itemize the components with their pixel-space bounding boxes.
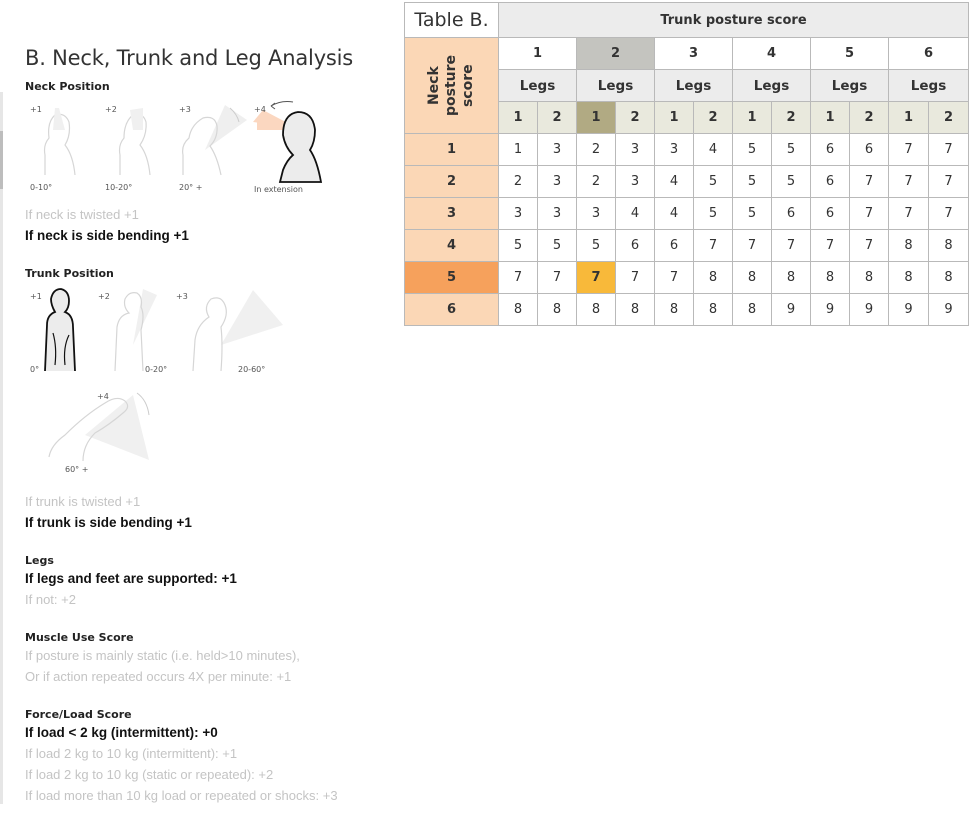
trunk-angle-3: 20-60° (238, 365, 266, 374)
neck-angle-2: 10-20° (105, 183, 133, 192)
score-cell: 7 (889, 134, 929, 166)
score-cell: 8 (694, 262, 733, 294)
trunk-score-3: +3 (176, 292, 188, 301)
legs-not-supported-option[interactable]: If not: +2 (25, 592, 76, 607)
legs-label: Legs (889, 70, 969, 102)
score-cell: 9 (929, 294, 969, 326)
score-cell: 8 (538, 294, 577, 326)
neck-heading: Neck Position (25, 80, 110, 93)
score-cell: 8 (577, 294, 616, 326)
legs-label: Legs (499, 70, 577, 102)
score-cell: 4 (694, 134, 733, 166)
score-cell: 9 (811, 294, 850, 326)
legs-supported-option[interactable]: If legs and feet are supported: +1 (25, 571, 237, 586)
score-cell: 6 (772, 198, 811, 230)
score-cell: 8 (772, 262, 811, 294)
legs-label: Legs (655, 70, 733, 102)
score-cell: 7 (929, 198, 969, 230)
section-title: B. Neck, Trunk and Leg Analysis (25, 46, 354, 70)
score-cell: 2 (499, 166, 538, 198)
score-cell: 7 (850, 230, 889, 262)
neck-score-row[interactable]: 3 (405, 198, 499, 230)
table-body (405, 134, 969, 326)
neck-figure-3 (183, 105, 247, 175)
trunk-twisted-option[interactable]: If trunk is twisted +1 (25, 494, 141, 509)
trunk-score-col-4[interactable]: 4 (733, 38, 811, 70)
score-cell: 4 (655, 198, 694, 230)
leg-score[interactable]: 1 (811, 102, 850, 134)
trunk-score-1: +1 (30, 292, 42, 301)
leg-score[interactable]: 2 (616, 102, 655, 134)
left-edge-marker (0, 131, 3, 189)
leg-score[interactable]: 1 (889, 102, 929, 134)
neck-figure-2 (120, 108, 151, 175)
score-cell: 3 (616, 166, 655, 198)
score-cell: 2 (577, 166, 616, 198)
table-row (405, 134, 969, 166)
trunk-header: Trunk posture score (499, 3, 969, 38)
table-row (405, 294, 969, 326)
neck-score-1: +1 (30, 105, 42, 114)
score-cell: 7 (850, 198, 889, 230)
force-option-0[interactable]: If load < 2 kg (intermittent): +0 (25, 725, 218, 740)
score-cell: 5 (577, 230, 616, 262)
score-cell: 8 (889, 262, 929, 294)
score-cell: 5 (733, 134, 772, 166)
score-cell: 8 (889, 230, 929, 262)
trunk-figure-4 (49, 393, 149, 461)
leg-score[interactable]: 2 (538, 102, 577, 134)
score-cell: 8 (733, 262, 772, 294)
legs-heading: Legs (25, 554, 54, 567)
trunk-score-2: +2 (98, 292, 110, 301)
score-cell: 8 (499, 294, 538, 326)
trunk-figure-1 (45, 289, 75, 371)
trunk-figure-2 (115, 289, 157, 371)
score-cell: 6 (811, 134, 850, 166)
leg-score[interactable]: 2 (929, 102, 969, 134)
score-cell: 9 (772, 294, 811, 326)
score-cell: 6 (811, 198, 850, 230)
leg-score[interactable]: 1 (655, 102, 694, 134)
muscle-heading: Muscle Use Score (25, 631, 134, 644)
score-cell: 3 (655, 134, 694, 166)
leg-score[interactable]: 1 (499, 102, 538, 134)
score-cell: 6 (811, 166, 850, 198)
score-cell: 5 (772, 166, 811, 198)
neck-score-row[interactable]: 1 (405, 134, 499, 166)
neck-figures (25, 100, 335, 195)
score-cell: 3 (538, 198, 577, 230)
score-cell: 5 (499, 230, 538, 262)
trunk-figures (25, 285, 305, 480)
score-cell: 5 (694, 166, 733, 198)
neck-score-row[interactable]: 2 (405, 166, 499, 198)
score-cell: 5 (694, 198, 733, 230)
score-cell: 5 (772, 134, 811, 166)
neck-angle-1: 0-10° (30, 183, 53, 192)
score-cell: 5 (733, 166, 772, 198)
score-cell: 7 (811, 230, 850, 262)
score-cell: 8 (929, 230, 969, 262)
score-cell: 7 (850, 166, 889, 198)
neck-score-row[interactable]: 6 (405, 294, 499, 326)
table-row (405, 230, 969, 262)
neck-twisted-option[interactable]: If neck is twisted +1 (25, 207, 139, 222)
leg-score[interactable]: 2 (772, 102, 811, 134)
score-cell: 5 (538, 230, 577, 262)
score-cell: 6 (850, 134, 889, 166)
trunk-angle-4: 60° + (65, 465, 89, 474)
score-cell: 4 (655, 166, 694, 198)
trunk-angle-2: 0-20° (145, 365, 168, 374)
score-cell: 8 (616, 294, 655, 326)
legs-label: Legs (733, 70, 811, 102)
score-cell: 3 (499, 198, 538, 230)
neck-angle-4: In extension (254, 185, 303, 194)
neck-score-4: +4 (254, 105, 266, 114)
score-cell: 7 (499, 262, 538, 294)
neck-score-row[interactable]: 4 (405, 230, 499, 262)
score-cell: 2 (577, 134, 616, 166)
leg-score[interactable]: 2 (850, 102, 889, 134)
trunk-figure-3 (193, 290, 283, 371)
score-cell: 3 (538, 166, 577, 198)
neck-header-line3: score (460, 64, 476, 107)
trunk-side-bending-option[interactable]: If trunk is side bending +1 (25, 515, 192, 530)
score-cell: 8 (929, 262, 969, 294)
neck-side-bending-option[interactable]: If neck is side bending +1 (25, 228, 189, 243)
table-b (404, 2, 969, 326)
neck-figure-1 (45, 108, 76, 175)
score-cell: 7 (616, 262, 655, 294)
trunk-score-col-1[interactable]: 1 (499, 38, 577, 70)
trunk-angle-1: 0° (30, 365, 40, 374)
trunk-score-col-3[interactable]: 3 (655, 38, 733, 70)
muscle-repeated-option[interactable]: Or if action repeated occurs 4X per minute: +1 (25, 669, 292, 684)
neck-score-3: +3 (179, 105, 191, 114)
score-cell: 3 (577, 198, 616, 230)
neck-header (405, 38, 499, 134)
trunk-heading: Trunk Position (25, 267, 114, 280)
score-cell: 3 (616, 134, 655, 166)
score-cell: 8 (811, 262, 850, 294)
score-cell: 7 (929, 134, 969, 166)
score-cell: 1 (499, 134, 538, 166)
left-edge-bar (0, 92, 3, 804)
score-cell: 6 (616, 230, 655, 262)
score-cell: 7 (889, 166, 929, 198)
trunk-score-col-6[interactable]: 6 (889, 38, 969, 70)
force-option-2[interactable]: If load 2 kg to 10 kg (static or repeated): +2 (25, 767, 274, 782)
neck-score-2: +2 (105, 105, 117, 114)
neck-angle-3: 20° + (179, 183, 203, 192)
trunk-score-col-2[interactable]: 2 (577, 38, 655, 70)
score-cell: 5 (733, 198, 772, 230)
table-title: Table B. (405, 3, 499, 38)
score-cell: 8 (733, 294, 772, 326)
score-cell: 7 (694, 230, 733, 262)
score-cell: 9 (889, 294, 929, 326)
table-row (405, 198, 969, 230)
score-cell: 7 (733, 230, 772, 262)
score-cell: 3 (538, 134, 577, 166)
score-cell: 9 (850, 294, 889, 326)
trunk-score-4: +4 (97, 392, 109, 401)
table-row (405, 262, 969, 294)
leg-score[interactable]: 2 (694, 102, 733, 134)
score-cell: 7 (772, 230, 811, 262)
force-heading: Force/Load Score (25, 708, 132, 721)
muscle-static-option[interactable]: If posture is mainly static (i.e. held>10 minutes), (25, 648, 300, 663)
score-cell-selected: 7 (577, 262, 616, 294)
legs-label: Legs (577, 70, 655, 102)
table-row (405, 166, 969, 198)
score-cell: 8 (694, 294, 733, 326)
score-cell: 8 (655, 294, 694, 326)
score-cell: 7 (655, 262, 694, 294)
force-option-3[interactable]: If load more than 10 kg load or repeated or shocks: +3 (25, 788, 338, 803)
trunk-score-col-5[interactable]: 5 (811, 38, 889, 70)
neck-score-row-selected[interactable]: 5 (405, 262, 499, 294)
score-cell: 7 (929, 166, 969, 198)
score-cell: 4 (616, 198, 655, 230)
score-cell: 7 (889, 198, 929, 230)
leg-score[interactable]: 1 (733, 102, 772, 134)
neck-header-line2: posture (443, 54, 459, 117)
leg-score-selected[interactable]: 1 (577, 102, 616, 134)
score-cell: 6 (655, 230, 694, 262)
neck-header-line1: Neck (426, 66, 442, 105)
score-cell: 8 (850, 262, 889, 294)
legs-label: Legs (811, 70, 889, 102)
force-option-1[interactable]: If load 2 kg to 10 kg (intermittent): +1 (25, 746, 238, 761)
score-cell: 7 (538, 262, 577, 294)
